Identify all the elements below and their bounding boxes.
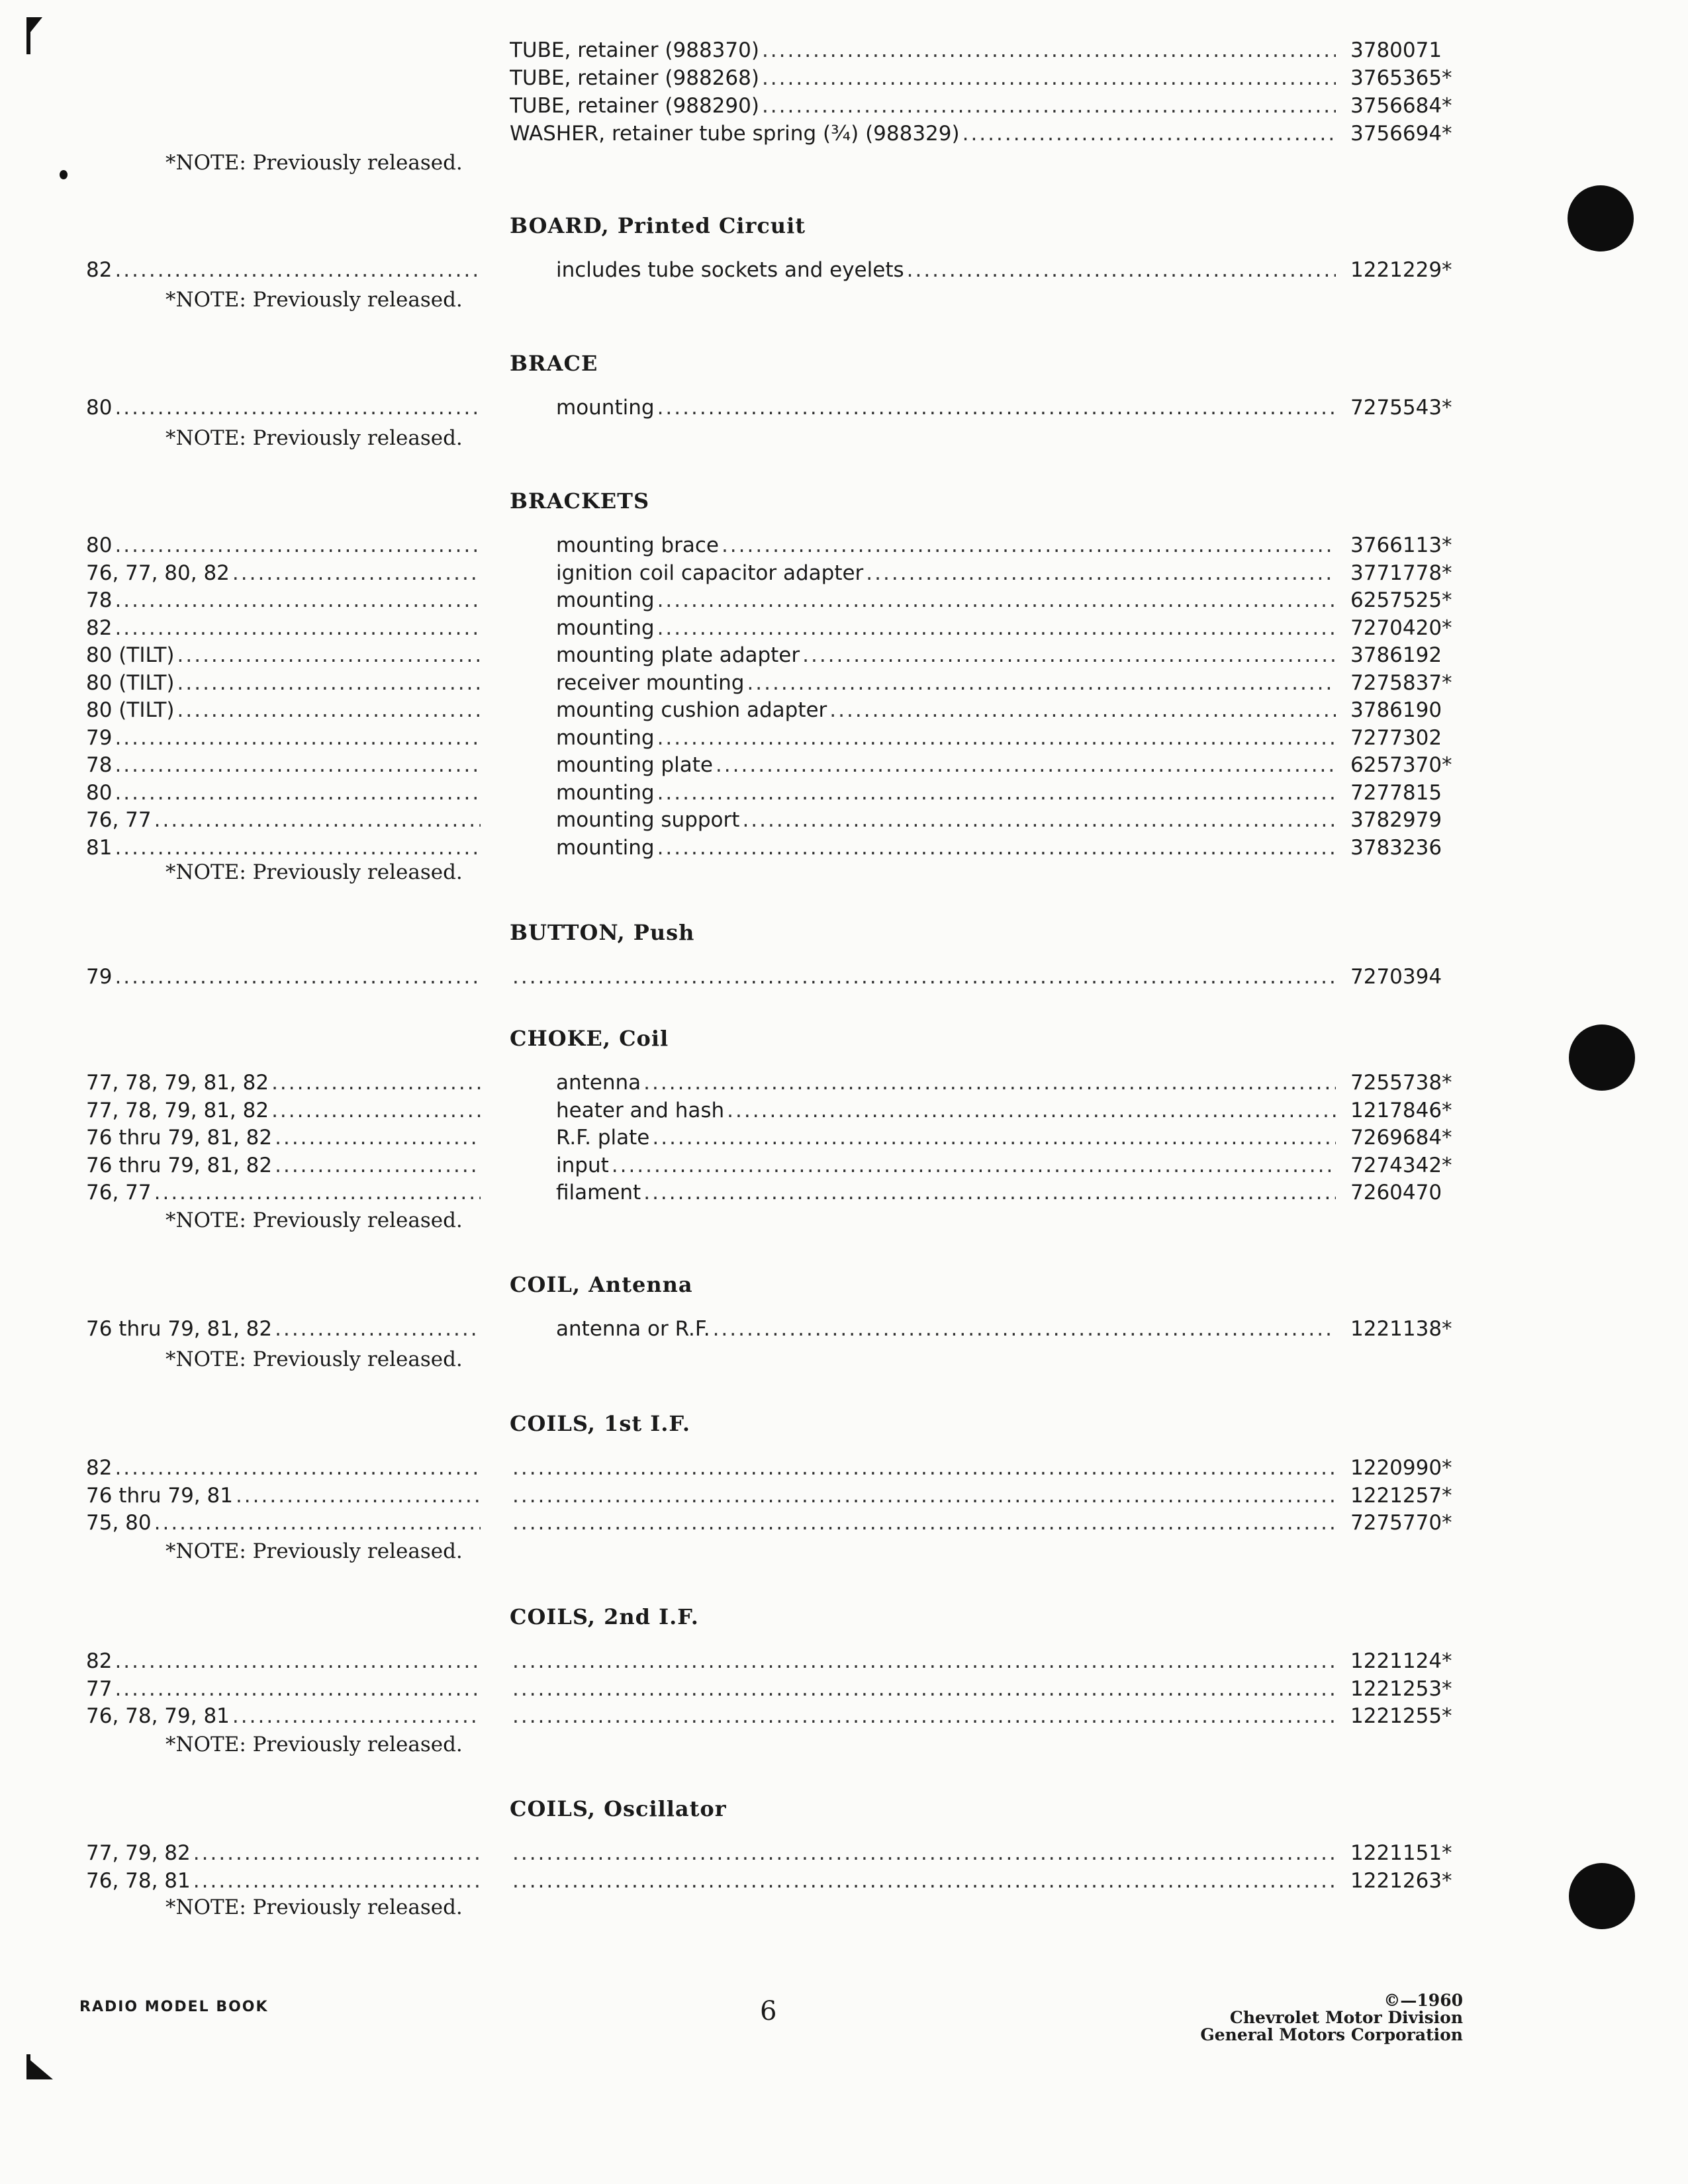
part-description: mounting plate adapter (556, 643, 800, 667)
previously-released-note: *NOTE: Previously released. (165, 288, 463, 312)
section-heading: BRACE (510, 351, 598, 376)
part-row (510, 1317, 1483, 1345)
dot-leader (512, 1704, 1336, 1728)
part-row (510, 561, 1483, 589)
dot-leader (512, 1484, 1336, 1508)
model-numbers: 80 (86, 780, 113, 805)
dot-leader (747, 671, 1336, 695)
model-numbers: 76 thru 79, 81, 82 (86, 1317, 273, 1341)
part-number: 7269684* (1350, 1126, 1452, 1150)
model-row (86, 1704, 483, 1732)
model-numbers: 79 (86, 725, 113, 750)
part-description: receiver mounting (556, 670, 745, 695)
part-number: 1220990* (1350, 1456, 1452, 1480)
dot-leader (236, 1484, 481, 1508)
part-number: 7275543* (1350, 396, 1452, 420)
part-row (510, 1071, 1483, 1099)
section-heading: CHOKE, Coil (510, 1026, 669, 1051)
part-number: 7270394 (1350, 965, 1442, 989)
part-description: mounting brace (556, 533, 719, 557)
part-row (510, 1511, 1483, 1539)
previously-released-note: *NOTE: Previously released. (165, 860, 463, 884)
dot-leader (115, 1649, 481, 1673)
part-row (510, 1126, 1483, 1154)
model-row (86, 1126, 483, 1154)
section-heading: COILS, 2nd I.F. (510, 1604, 699, 1629)
section-heading: COILS, Oscillator (510, 1796, 727, 1821)
dot-leader (762, 38, 1336, 62)
footer-book-title: RADIO MODEL BOOK (79, 1999, 269, 2015)
part-number: 3766113* (1350, 533, 1452, 557)
dot-leader (643, 1181, 1336, 1205)
dot-leader (612, 1154, 1336, 1177)
model-numbers: 78 (86, 753, 113, 777)
part-description: antenna or R.F. (556, 1317, 710, 1341)
model-numbers: 78 (86, 588, 113, 612)
part-description: WASHER, retainer tube spring (¾) (988329) (510, 122, 960, 146)
part-number: 3786192 (1350, 643, 1442, 667)
dot-leader (727, 1099, 1336, 1122)
model-row (86, 1181, 483, 1208)
part-description: filament (556, 1181, 641, 1205)
dot-leader (271, 1071, 481, 1095)
registration-mark-bottom (26, 2057, 53, 2079)
part-number: 1221257* (1350, 1483, 1452, 1508)
section-heading: COIL, Antenna (510, 1272, 693, 1297)
page-number: 6 (760, 1996, 777, 2026)
model-numbers: 76, 78, 81 (86, 1868, 191, 1893)
corporation-line: General Motors Corporation (1200, 2025, 1463, 2044)
dot-leader (115, 836, 481, 860)
part-row (510, 122, 1483, 150)
part-description: mounting (556, 835, 655, 860)
dot-leader (271, 1099, 481, 1122)
dot-leader (115, 396, 481, 420)
model-row (86, 965, 483, 993)
model-numbers: 77, 79, 82 (86, 1841, 191, 1865)
part-row (510, 1649, 1483, 1677)
part-row (510, 1484, 1483, 1512)
model-numbers: 76, 77 (86, 808, 152, 832)
model-row (86, 1511, 483, 1539)
dot-leader (232, 561, 481, 585)
part-row (510, 1869, 1483, 1897)
part-description: ignition coil capacitor adapter (556, 561, 864, 585)
model-row (86, 1071, 483, 1099)
dot-leader (657, 588, 1336, 612)
dot-leader (657, 616, 1336, 640)
dot-leader (154, 1511, 481, 1535)
part-row (510, 1456, 1483, 1484)
model-row (86, 1841, 483, 1869)
dot-leader (829, 698, 1336, 722)
part-number: 7255738* (1350, 1071, 1452, 1095)
dot-leader (232, 1704, 481, 1728)
part-row (510, 836, 1483, 864)
part-row (510, 698, 1483, 726)
model-numbers: 79 (86, 965, 113, 989)
section-heading: BRACKETS (510, 488, 650, 514)
part-number: 1221253* (1350, 1676, 1452, 1701)
model-numbers: 81 (86, 835, 113, 860)
previously-released-note: *NOTE: Previously released. (165, 1895, 463, 1919)
model-numbers: 80 (86, 396, 113, 420)
part-row (510, 671, 1483, 699)
previously-released-note: *NOTE: Previously released. (165, 1208, 463, 1232)
part-number: 3756694* (1350, 122, 1452, 146)
previously-released-note: *NOTE: Previously released. (165, 1733, 463, 1756)
part-row (510, 1841, 1483, 1869)
model-row (86, 1099, 483, 1126)
part-row (510, 965, 1483, 993)
part-row (510, 781, 1483, 809)
model-numbers: 80 (TILT) (86, 643, 175, 667)
dot-leader (177, 643, 481, 667)
part-description: antenna (556, 1071, 641, 1095)
previously-released-note: *NOTE: Previously released. (165, 426, 463, 450)
part-description: includes tube sockets and eyelets (556, 258, 904, 282)
part-row (510, 533, 1483, 561)
dot-leader (716, 753, 1336, 777)
dot-leader (722, 533, 1336, 557)
model-row (86, 533, 483, 561)
model-row (86, 781, 483, 809)
part-row (510, 1677, 1483, 1705)
model-numbers: 76 thru 79, 81, 82 (86, 1126, 273, 1150)
part-description: mounting (556, 588, 655, 612)
section-heading: BUTTON, Push (510, 920, 695, 945)
part-description: heater and hash (556, 1098, 725, 1122)
dot-leader (512, 1841, 1336, 1865)
dot-leader (907, 258, 1336, 282)
dot-leader (115, 753, 481, 777)
previously-released-note: *NOTE: Previously released. (165, 151, 463, 175)
part-description: mounting (556, 396, 655, 420)
model-numbers: 82 (86, 258, 113, 282)
part-description: mounting plate (556, 753, 713, 777)
previously-released-note: *NOTE: Previously released. (165, 1347, 463, 1371)
part-row (510, 38, 1483, 66)
dot-leader (762, 66, 1336, 90)
part-description: TUBE, retainer (988290) (510, 94, 759, 118)
part-row (510, 753, 1483, 781)
model-row (86, 643, 483, 671)
punch-hole-top (1568, 185, 1634, 251)
model-row (86, 588, 483, 616)
dot-leader (742, 808, 1336, 832)
model-row (86, 561, 483, 589)
part-number: 7275770* (1350, 1511, 1452, 1535)
part-number: 1221229* (1350, 258, 1452, 282)
part-row (510, 1704, 1483, 1732)
model-row (86, 753, 483, 781)
model-numbers: 76, 77 (86, 1181, 152, 1205)
model-numbers: 82 (86, 1456, 113, 1480)
dot-leader (115, 616, 481, 640)
model-row (86, 1154, 483, 1181)
part-row (510, 66, 1483, 94)
punch-hole-middle (1569, 1024, 1635, 1091)
model-numbers: 82 (86, 1649, 113, 1673)
part-description: R.F. plate (556, 1126, 650, 1150)
dot-leader (115, 965, 481, 989)
dot-leader (512, 1649, 1336, 1673)
section-heading: BOARD, Printed Circuit (510, 213, 806, 238)
part-row (510, 643, 1483, 671)
part-description: input (556, 1153, 609, 1177)
model-numbers: 80 (86, 533, 113, 557)
dot-leader (802, 643, 1336, 667)
part-row (510, 808, 1483, 836)
model-row (86, 1317, 483, 1345)
dot-leader (762, 94, 1336, 118)
dot-leader (193, 1841, 481, 1865)
part-number: 7270420* (1350, 615, 1452, 640)
model-numbers: 77 (86, 1676, 113, 1701)
part-row (510, 726, 1483, 754)
part-number: 3756684* (1350, 94, 1452, 118)
part-number: 3771778* (1350, 561, 1452, 585)
dot-leader (115, 258, 481, 282)
division-line: Chevrolet Motor Division (1229, 2008, 1463, 2027)
dot-leader (154, 808, 481, 832)
dot-leader (657, 836, 1336, 860)
dot-leader (115, 1677, 481, 1701)
part-number: 1221263* (1350, 1868, 1452, 1893)
dot-leader (643, 1071, 1336, 1095)
dot-leader (115, 781, 481, 805)
part-row (510, 94, 1483, 122)
dot-leader (512, 1677, 1336, 1701)
dot-leader (275, 1154, 481, 1177)
dot-leader (512, 1511, 1336, 1535)
dot-leader (177, 698, 481, 722)
model-row (86, 258, 483, 286)
part-number: 7277815 (1350, 780, 1442, 805)
dot-leader (652, 1126, 1336, 1150)
dot-leader (512, 1456, 1336, 1480)
part-number: 6257370* (1350, 753, 1452, 777)
part-row (510, 1154, 1483, 1181)
part-row (510, 1181, 1483, 1208)
part-number: 3782979 (1350, 808, 1442, 832)
dot-leader (115, 726, 481, 750)
model-row (86, 396, 483, 424)
model-numbers: 76 thru 79, 81, 82 (86, 1153, 273, 1177)
part-number: 3765365* (1350, 66, 1452, 90)
model-row (86, 616, 483, 644)
part-row (510, 1099, 1483, 1126)
model-numbers: 77, 78, 79, 81, 82 (86, 1071, 269, 1095)
section-heading: COILS, 1st I.F. (510, 1411, 691, 1436)
dot-leader (512, 1869, 1336, 1893)
part-number: 1221151* (1350, 1841, 1452, 1865)
dot-leader (962, 122, 1336, 146)
part-number: 1217846* (1350, 1098, 1452, 1122)
model-row (86, 726, 483, 754)
model-numbers: 80 (TILT) (86, 698, 175, 722)
model-numbers: 76, 78, 79, 81 (86, 1704, 230, 1728)
part-number: 3780071 (1350, 38, 1442, 62)
part-number: 7275837* (1350, 670, 1452, 695)
dot-leader (657, 726, 1336, 750)
model-numbers: 75, 80 (86, 1511, 152, 1535)
model-row (86, 671, 483, 699)
part-description: mounting (556, 615, 655, 640)
part-number: 1221124* (1350, 1649, 1452, 1673)
model-row (86, 1456, 483, 1484)
model-numbers: 80 (TILT) (86, 670, 175, 695)
part-number: 1221138* (1350, 1317, 1452, 1341)
part-description: mounting support (556, 808, 740, 832)
dot-leader (193, 1869, 481, 1893)
model-numbers: 82 (86, 615, 113, 640)
model-row (86, 1869, 483, 1897)
model-row (86, 1677, 483, 1705)
part-number: 3786190 (1350, 698, 1442, 722)
part-row (510, 616, 1483, 644)
part-description: TUBE, retainer (988268) (510, 66, 759, 90)
footer-copyright-block (1185, 1992, 1463, 2044)
model-row (86, 836, 483, 864)
dot-leader (154, 1181, 481, 1205)
dot-leader (657, 781, 1336, 805)
dot-leader (713, 1317, 1336, 1341)
part-description: mounting (556, 780, 655, 805)
model-row (86, 698, 483, 726)
dot-leader (657, 396, 1336, 420)
model-numbers: 76 thru 79, 81 (86, 1483, 233, 1508)
dot-leader (177, 671, 481, 695)
registration-mark-top (26, 17, 42, 37)
part-row (510, 258, 1483, 286)
part-number: 3783236 (1350, 835, 1442, 860)
parts-column (510, 0, 1483, 1972)
model-row (86, 1649, 483, 1677)
dot-leader (512, 965, 1336, 989)
part-description: mounting (556, 725, 655, 750)
model-numbers: 77, 78, 79, 81, 82 (86, 1098, 269, 1122)
dot-leader (866, 561, 1336, 585)
previously-released-note: *NOTE: Previously released. (165, 1539, 463, 1563)
model-numbers: 76, 77, 80, 82 (86, 561, 230, 585)
part-row (510, 588, 1483, 616)
dot-leader (275, 1317, 481, 1341)
model-row (86, 808, 483, 836)
dot-leader (115, 1456, 481, 1480)
part-description: mounting cushion adapter (556, 698, 827, 722)
part-number: 1221255* (1350, 1704, 1452, 1728)
dot-leader (115, 533, 481, 557)
part-number: 7274342* (1350, 1153, 1452, 1177)
model-column (86, 0, 483, 1972)
part-description: TUBE, retainer (988370) (510, 38, 759, 62)
punch-hole-bottom (1569, 1863, 1635, 1929)
part-row (510, 396, 1483, 424)
model-row (86, 1484, 483, 1512)
dot-leader (115, 588, 481, 612)
copyright-line: ©—1960 (1383, 1991, 1463, 2010)
part-number: 7260470 (1350, 1181, 1442, 1205)
part-number: 7277302 (1350, 725, 1442, 750)
speck-mark (60, 170, 68, 179)
dot-leader (275, 1126, 481, 1150)
part-number: 6257525* (1350, 588, 1452, 612)
